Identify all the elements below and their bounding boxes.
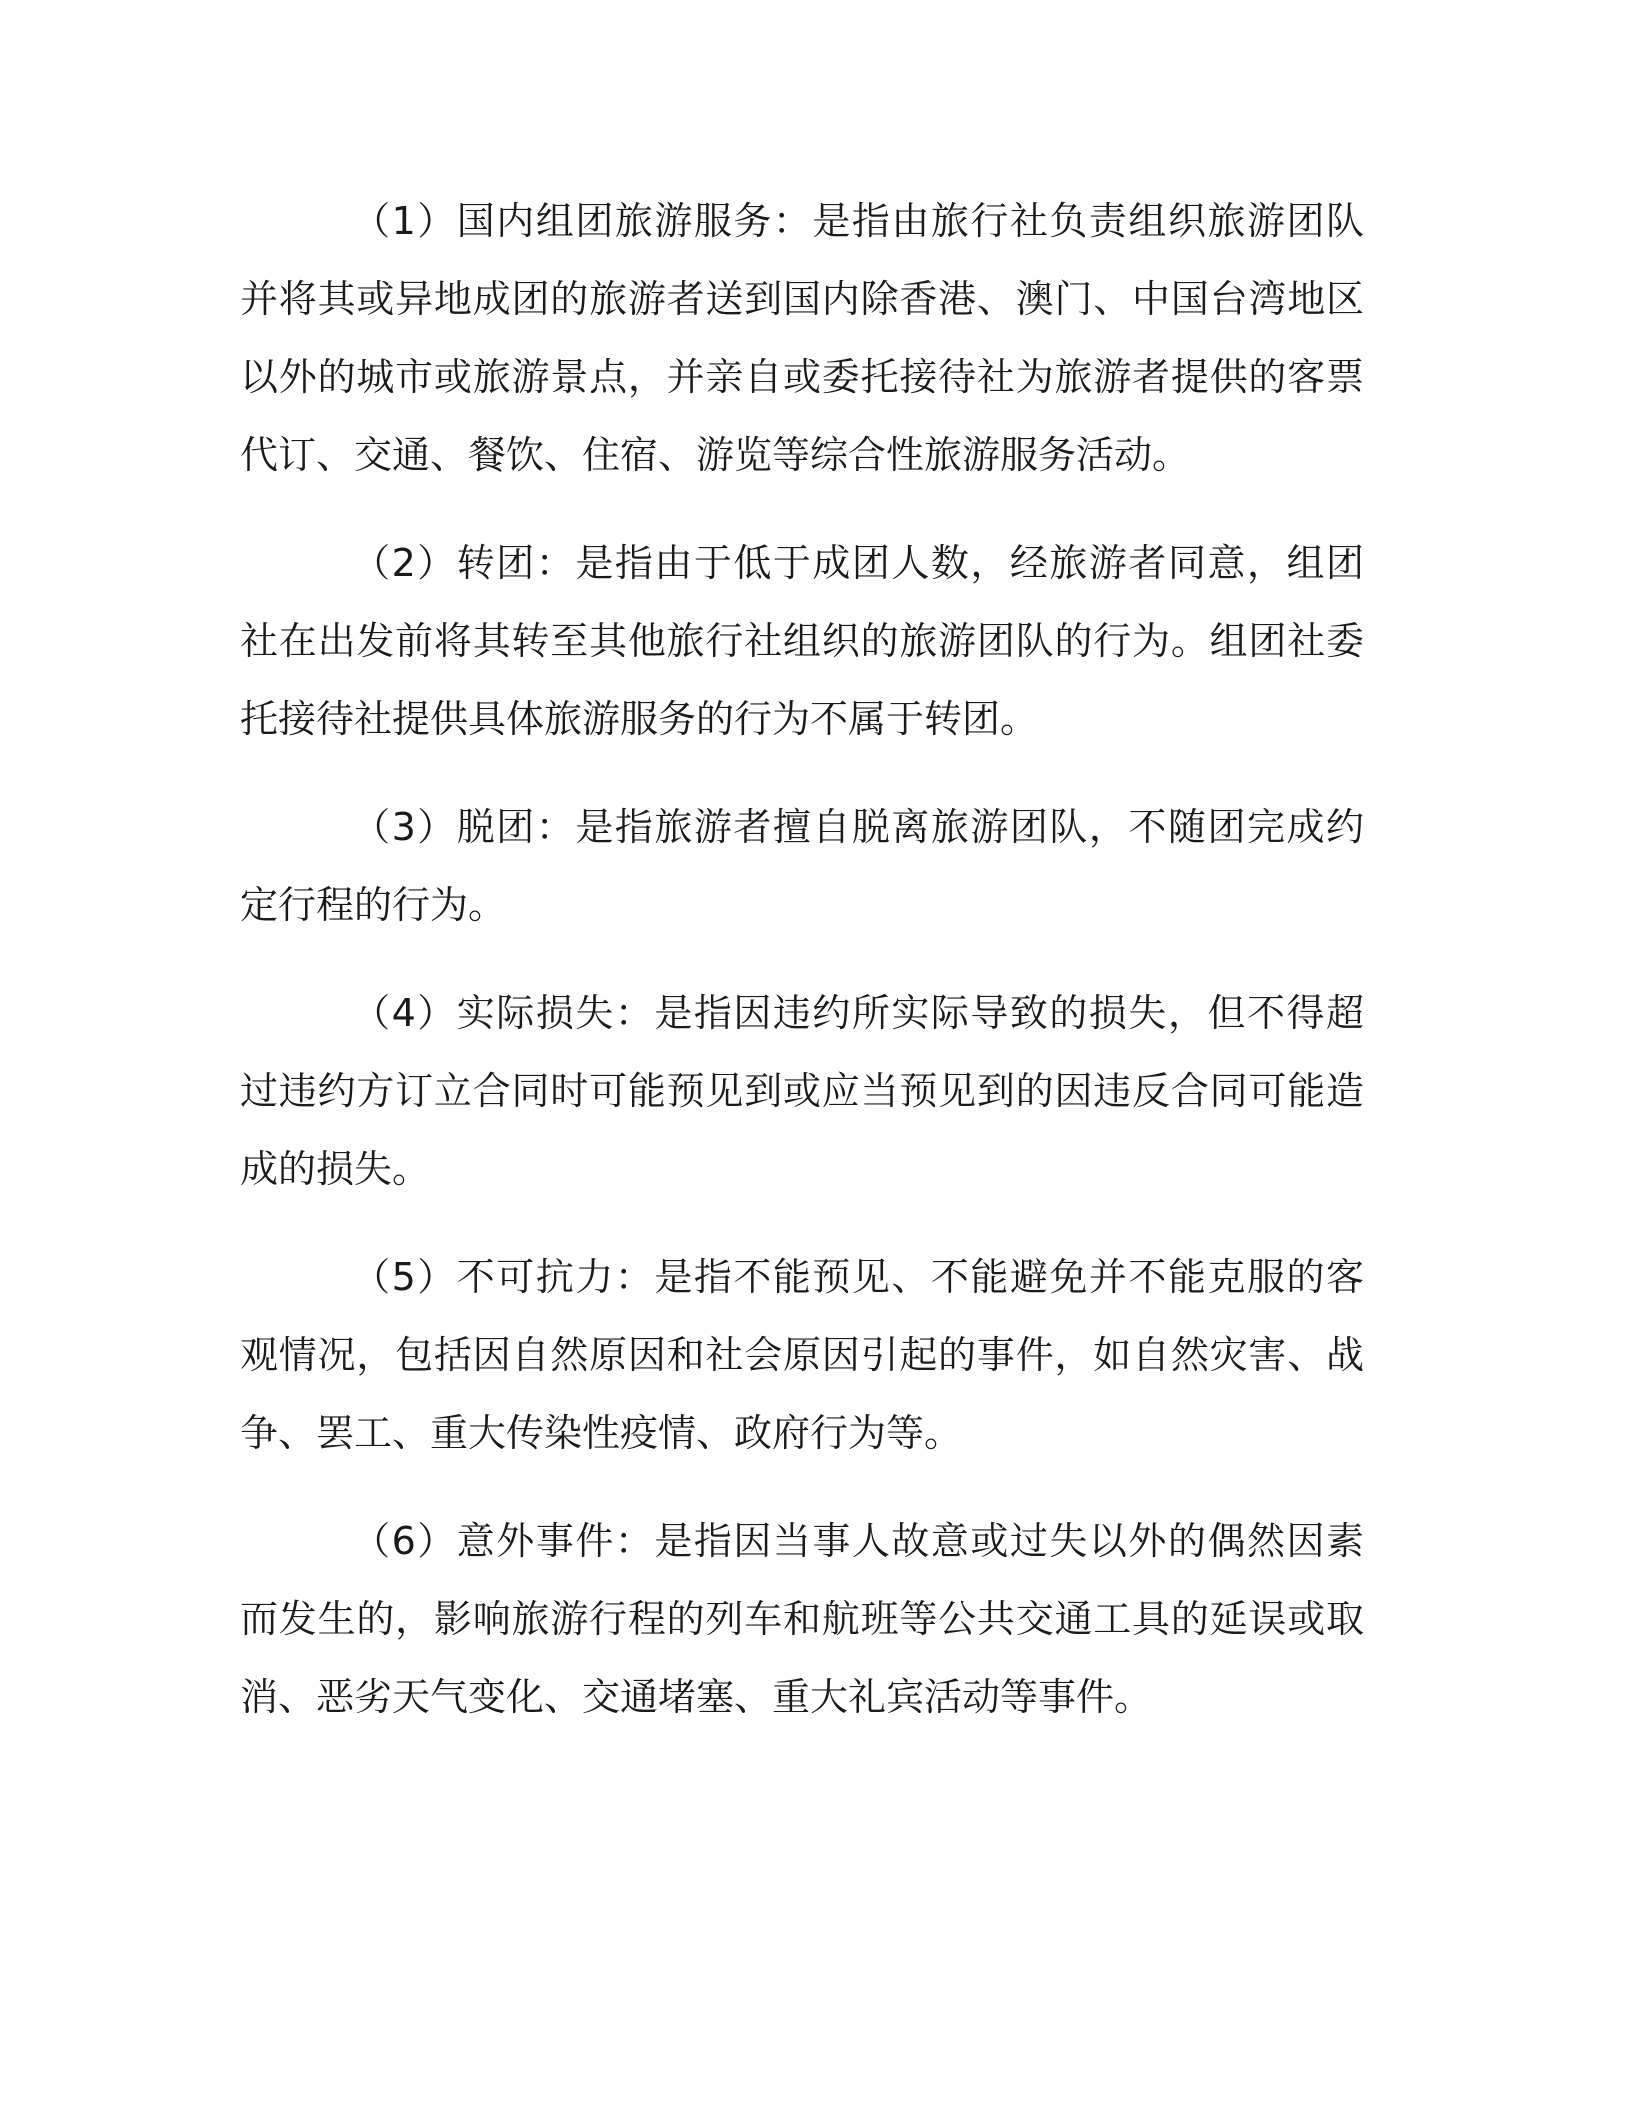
document-body: [240, 182, 1364, 1766]
paragraph-text: 不可抗力：是指不能预见、不能避免并不能克服的客观情况，包括因自然原因和社会原因引起的事件，如自然灾害、战争、罢工、重大传染性疫情、政府行为等。: [240, 1255, 1364, 1455]
paragraph-number: （2）: [352, 541, 457, 585]
paragraph-number: （4）: [352, 991, 457, 1035]
paragraph-text: 脱团：是指旅游者擅自脱离旅游团队，不随团完成约定行程的行为。: [240, 805, 1364, 927]
definition-paragraph-2: [240, 524, 1364, 758]
paragraph-text: 转团：是指由于低于成团人数，经旅游者同意，组团社在出发前将其转至其他旅行社组织的旅游团队的行为。组团社委托接待社提供具体旅游服务的行为不属于转团。: [240, 541, 1364, 741]
paragraph-number: （3）: [352, 805, 457, 849]
paragraph-text: 实际损失：是指因违约所实际导致的损失，但不得超过违约方订立合同时可能预见到或应当预见到的因违反合同可能造成的损失。: [240, 991, 1364, 1191]
definition-paragraph-1: [240, 182, 1364, 494]
paragraph-number: （6）: [352, 1519, 457, 1563]
definition-paragraph-3: [240, 788, 1364, 944]
paragraph-number: （1）: [352, 199, 457, 243]
definition-paragraph-4: [240, 974, 1364, 1208]
definition-paragraph-5: [240, 1238, 1364, 1472]
definition-paragraph-6: [240, 1502, 1364, 1736]
paragraph-text: 意外事件：是指因当事人故意或过失以外的偶然因素而发生的，影响旅游行程的列车和航班等公共交通工具的延误或取消、恶劣天气变化、交通堵塞、重大礼宾活动等事件。: [240, 1519, 1364, 1719]
paragraph-text: 国内组团旅游服务：是指由旅行社负责组织旅游团队并将其或异地成团的旅游者送到国内除香港、澳门、中国台湾地区以外的城市或旅游景点，并亲自或委托接待社为旅游者提供的客票代订、交通、餐饮、住宿、游览等综合性旅游服务活动。: [240, 199, 1364, 477]
paragraph-number: （5）: [352, 1255, 457, 1299]
